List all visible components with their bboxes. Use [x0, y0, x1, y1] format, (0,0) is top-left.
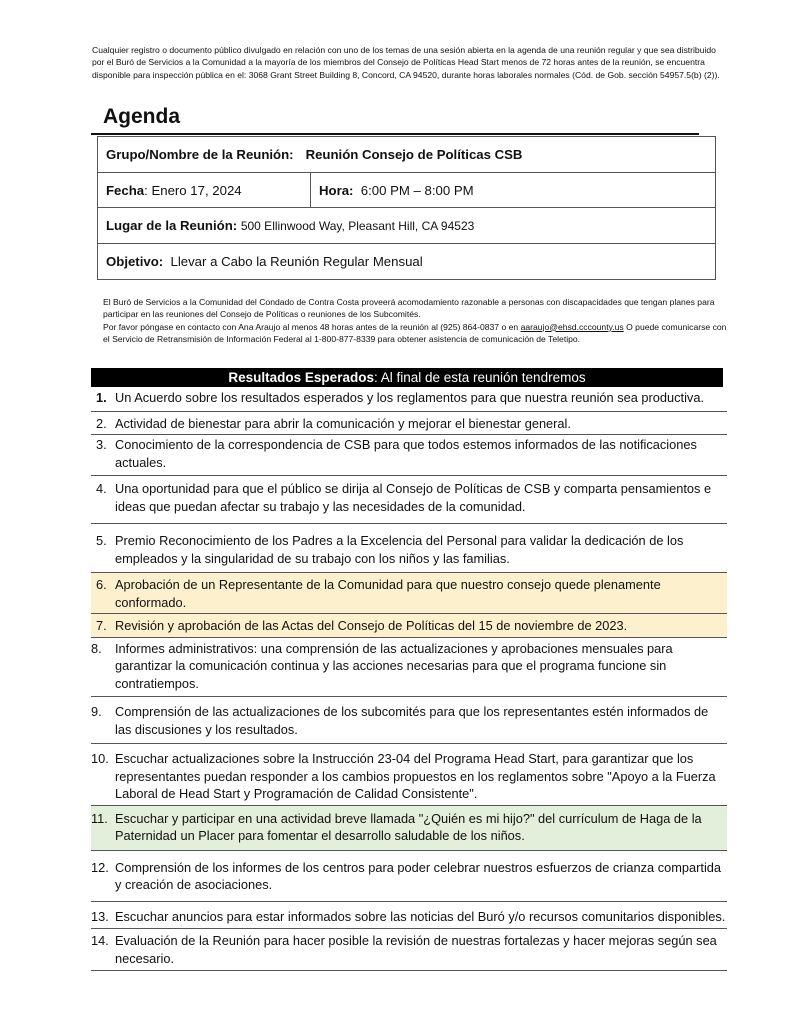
location-cell [98, 208, 716, 244]
results-header-rest: : Al final de esta reunión tendremos [373, 370, 586, 385]
location-value: 500 Ellinwood Way, Pleasant Hill, CA 94523 [240, 219, 475, 233]
list-item-highlighted [91, 573, 727, 614]
item-text: Comprensión de los informes de los centros para poder celebrar nuestros esfuerzos de crianza compartida y creación de asociaciones. [115, 859, 722, 892]
item-number: 5. [96, 533, 107, 548]
list-item [91, 435, 727, 476]
meeting-info-table [97, 136, 716, 280]
public-records-disclaimer: Cualquier registro o documento público divulgado en relación con uno de los temas de una sesión abierta en la agenda de una reunión regular y que sea distribuido por el Buró de Servicios a la Comunidad a la mayoría de los miembros del Consejo de Políticas Head Start menos de 72 horas antes de la reunión, se encuentra disponible para inspección pública en el: 3068 Grant Street Building 8, Concord, CA 94520, durante horas laborales normales (Cód. de Gob. sección 54957.5(b) (2)). [92, 45, 720, 80]
time-cell [311, 173, 716, 208]
accessibility-notice [103, 296, 728, 345]
item-text: Una oportunidad para que el público se dirija al Consejo de Políticas de CSB y comparta pensamientos e ideas que puedan afectar su trabajo y las necesidades de la comunidad. [115, 481, 712, 514]
objective-label: Objetivo: [106, 254, 164, 269]
item-number: 14. [91, 933, 109, 948]
item-number: 13. [91, 908, 109, 924]
item-text: Aprobación de un Representante de la Comunidad para que nuestro consejo quede plenamente conformado. [115, 577, 661, 610]
group-name-cell [98, 137, 716, 173]
list-item [91, 412, 727, 436]
date-label: Fecha [106, 182, 145, 198]
list-item [91, 476, 727, 524]
list-item [91, 638, 727, 698]
email-link[interactable]: aaraujo@ehsd.cccounty.us [520, 321, 624, 332]
objective-cell [98, 244, 716, 280]
date-value: : Enero 17, 2024 [144, 182, 242, 198]
item-text: Conocimiento de la correspondencia de CSB para que todos estemos informados de las notificaciones actuales. [115, 437, 697, 470]
expected-results-header [91, 368, 723, 387]
list-item [91, 697, 727, 744]
time-label: Hora: [319, 182, 354, 198]
item-text: Comprensión de las actualizaciones de los subcomités para que los representantes estén informados de las discusiones y los resultados. [115, 704, 709, 737]
item-number: 11. [91, 810, 108, 826]
list-item [91, 902, 727, 930]
accessibility-line-2 [103, 321, 728, 346]
item-text: Escuchar actualizaciones sobre la Instrucción 23-04 del Programa Head Start, para garantizar que los representantes puedan responder a los cambios propuestos en los reglamentos sobre "Apoyo a la Fuerza Laboral de Head Start y Programación de Calidad Consistente". [115, 751, 716, 801]
item-number: 3. [96, 437, 107, 452]
accessibility-line-1: El Buró de Servicios a la Comunidad del Condado de Contra Costa proveerá acomodamiento razonable a personas con discapacidades que tengan planes para participar en las reuniones del Consejo de Políticas o reuniones de los Subcomités. [103, 297, 715, 320]
objective-value: Llevar a Cabo la Reunión Regular Mensual [170, 254, 423, 269]
list-item [91, 524, 727, 573]
item-number: 2. [96, 415, 107, 431]
group-value: Reunión Consejo de Políticas CSB [305, 147, 523, 162]
item-number: 4. [96, 481, 107, 496]
list-item [91, 387, 727, 412]
list-item [91, 744, 727, 806]
location-label: Lugar de la Reunión: [106, 218, 238, 233]
date-cell [98, 173, 311, 208]
item-number: 6. [96, 577, 107, 592]
results-header-bold: Resultados Esperados [228, 370, 374, 385]
title-divider [91, 133, 699, 135]
item-number: 1. [96, 390, 107, 405]
item-text: Un Acuerdo sobre los resultados esperados y los reglamentos para que nuestra reunión sea productiva. [115, 390, 705, 405]
relay-text: O puede comunicarse con el Servicio de Retransmisión de Información Federal al 1-800-877-8339 para obtener asistencia de comunicación de Teletipo. [103, 321, 727, 344]
list-item-highlighted [91, 614, 727, 638]
item-text: Revisión y aprobación de las Actas del Consejo de Políticas del 15 de noviembre de 2023. [115, 618, 628, 633]
item-number: 8. [91, 640, 102, 656]
page-title: Agenda [103, 105, 181, 128]
item-text: Evaluación de la Reunión para hacer posible la revisión de nuestras fortalezas y hacer mejoras según sea necesario. [115, 933, 717, 966]
item-text: Informes administrativos: una comprensión de las actualizaciones y aprobaciones mensuales para garantizar la comunicación continua y las acciones necesarias para que el programa funcione sin contratiempos. [115, 640, 673, 691]
list-item-highlighted [91, 806, 727, 851]
list-item [91, 929, 727, 971]
item-text: Escuchar anuncios para estar informados sobre las noticias del Buró y/o recursos comunitarios disponibles. [115, 908, 726, 924]
time-value: 6:00 PM – 8:00 PM [360, 182, 474, 198]
item-number: 7. [96, 618, 107, 633]
group-label: Grupo/Nombre de la Reunión: [106, 147, 294, 162]
item-number: 12. [91, 859, 109, 875]
item-text: Escuchar y participar en una actividad breve llamada "¿Quién es mi hijo?" del currículum de Haga de la Paternidad un Placer para fomentar el desarrollo saludable de los niños. [115, 810, 702, 843]
item-number: 10. [91, 751, 109, 766]
item-text: Actividad de bienestar para abrir la comunicación y mejorar el bienestar general. [115, 415, 571, 431]
item-text: Premio Reconocimiento de los Padres a la Excelencia del Personal para validar la dedicación de los empleados y la singularidad de su trabajo con los niños y las familias. [115, 533, 684, 566]
item-number: 9. [91, 704, 102, 719]
expected-results-list [91, 387, 727, 971]
list-item [91, 851, 727, 902]
contact-text: Por favor póngase en contacto con Ana Araujo al menos 48 horas antes de la reunión al (925) 864-0837 o en [103, 321, 521, 332]
